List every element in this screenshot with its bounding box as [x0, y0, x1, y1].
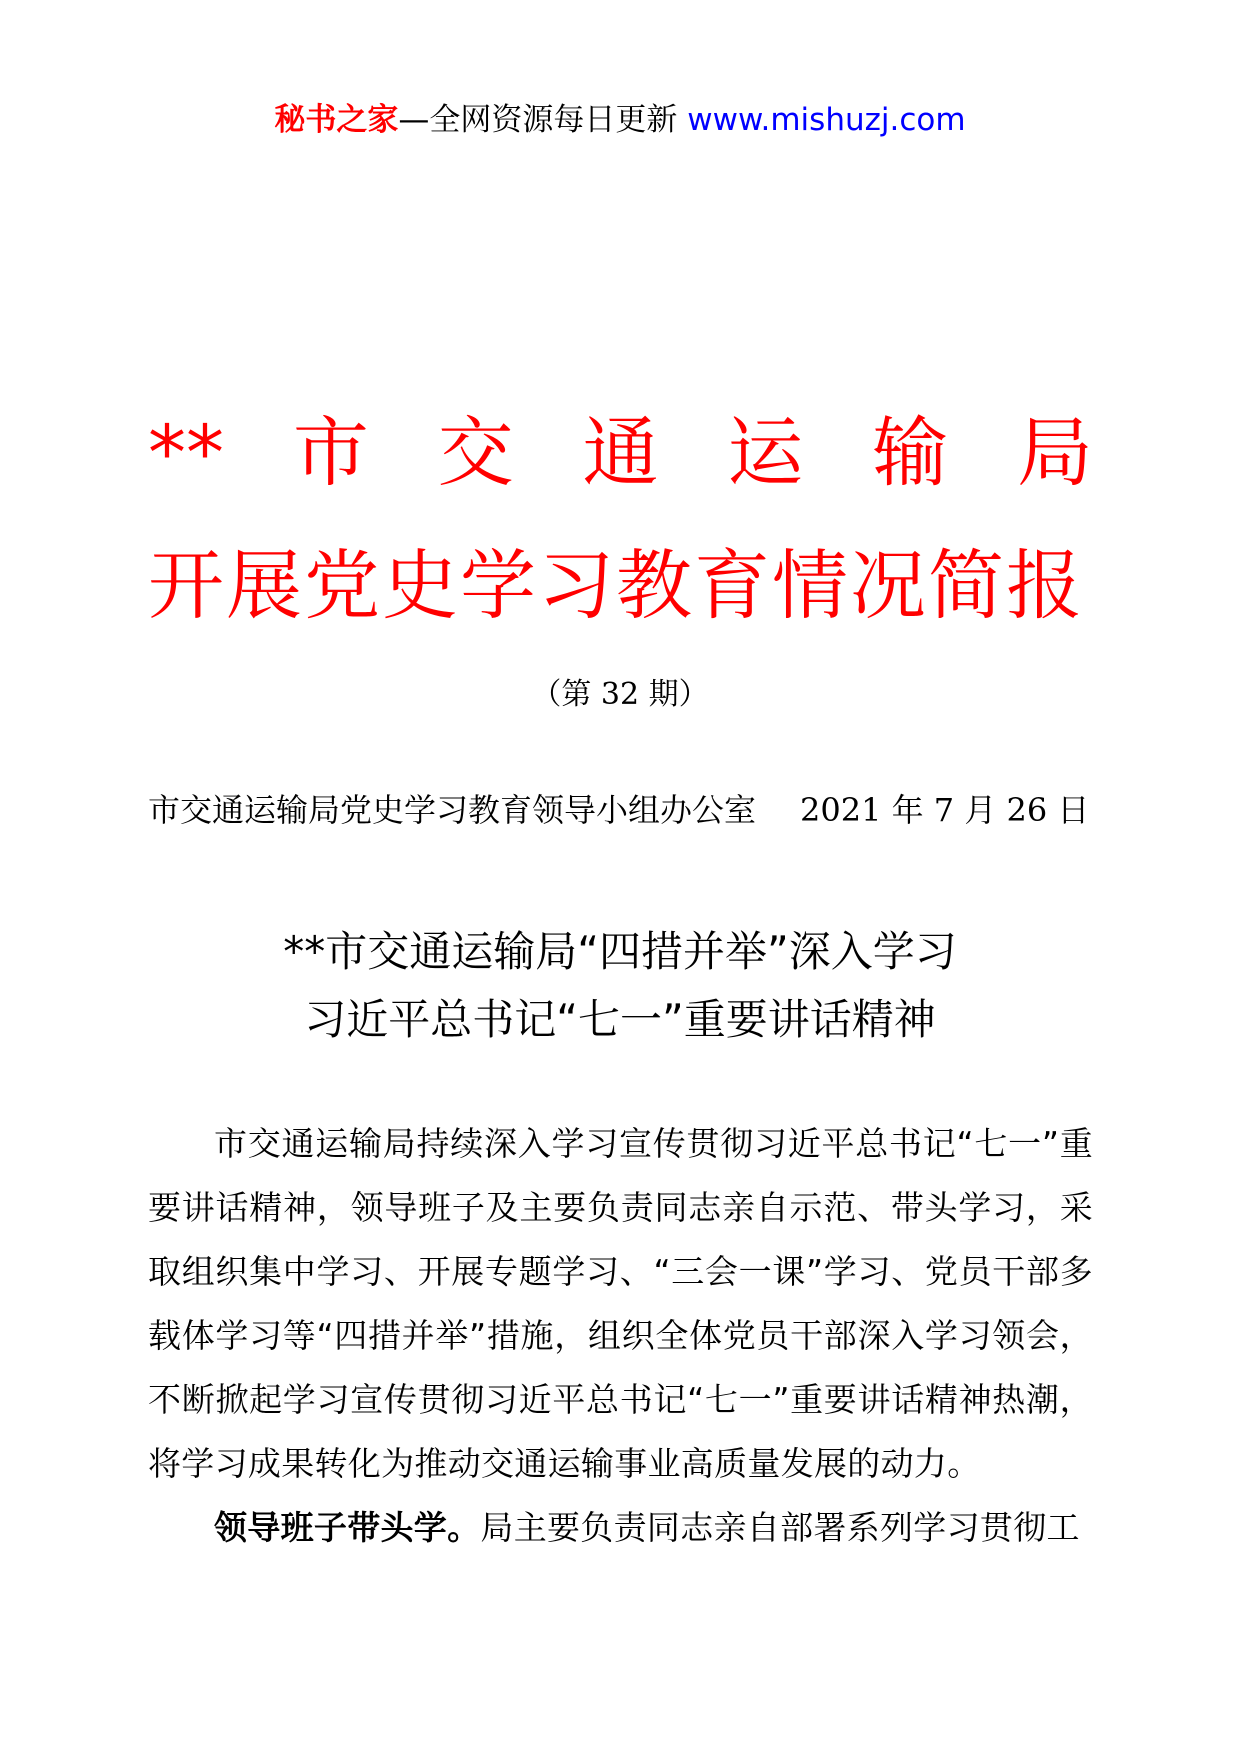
paragraph-lead-heading: 领导班子带头学。 [214, 1508, 481, 1547]
paragraph-leadership [148, 1496, 1093, 1560]
issuer-org: 市交通运输局党史学习教育领导小组办公室 [148, 791, 757, 829]
header-brand: 秘书之家 [274, 102, 399, 138]
bulletin-title-line1 [148, 408, 1093, 498]
title-char: 通 [582, 408, 659, 497]
article-body [148, 1112, 1093, 1560]
issuer-line [148, 788, 1108, 832]
article-title-line1: **市交通运输局“四措并举”深入学习 [283, 927, 957, 976]
title-char: 市 [292, 408, 369, 497]
issue-number: （第 32 期） [531, 677, 709, 712]
bulletin-title-line2: 开展党史学习教育情况简报 [148, 541, 1084, 630]
header-tagline: —全网资源每日更新 [398, 102, 678, 138]
article-title [0, 918, 1240, 1054]
title-char: 运 [727, 408, 804, 497]
title-char: ** [148, 408, 224, 497]
paragraph-intro: 市交通运输局持续深入学习宣传贯彻习近平总书记“七一”重要讲话精神，领导班子及主要负责同志亲自示范、带头学习，采取组织集中学习、开展专题学习、“三会一课”学习、党员干部多载体学习等“四措并举”措施，组织全体党员干部深入学习领会，不断掀起学习宣传贯彻习近平总书记“七一”重要讲话精神热潮，将学习成果转化为推动交通运输事业高质量发展的动力。 [148, 1124, 1093, 1483]
title-char: 交 [437, 408, 514, 497]
article-title-line2: 习近平总书记“七一”重要讲话精神 [304, 995, 936, 1044]
title-char: 输 [872, 408, 949, 497]
site-header [0, 100, 1240, 140]
title-char: 局 [1016, 408, 1093, 497]
issue-date: 2021 年 7 月 26 日 [800, 791, 1090, 829]
header-url-link[interactable]: www.mishuzj.com [687, 102, 966, 138]
paragraph-leadership-text: 局主要负责同志亲自部署系列学习贯彻工 [480, 1508, 1080, 1547]
